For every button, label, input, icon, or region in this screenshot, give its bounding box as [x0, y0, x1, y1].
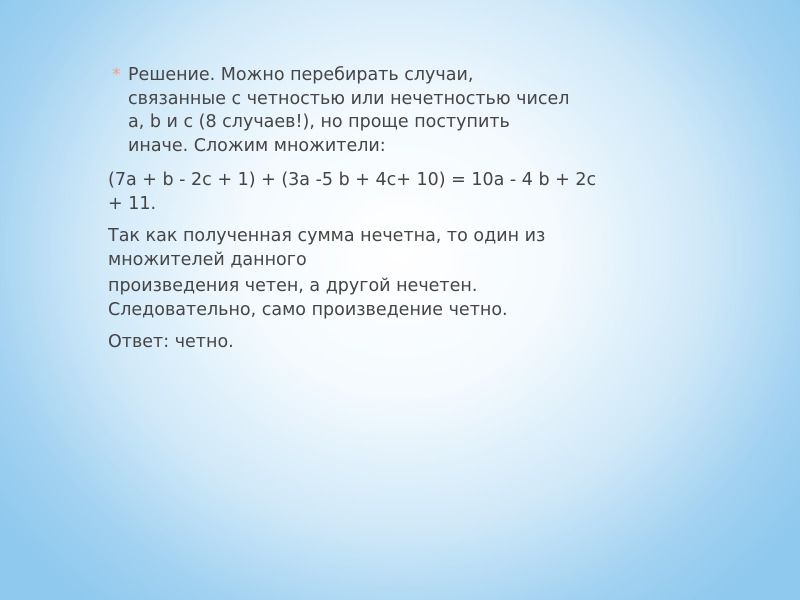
answer-text: Ответ: четно. — [108, 332, 234, 352]
bullet-icon: * — [112, 65, 121, 85]
solution-line: связанные с четностью или нечетностью чисел — [128, 88, 570, 109]
answer-paragraph — [108, 331, 708, 355]
reasoning-line: Так как полученная сумма нечетна, то один из — [108, 226, 546, 246]
conclusion-paragraph — [108, 275, 708, 322]
solution-line: иначе. Сложим множители: — [128, 135, 386, 156]
reasoning-paragraph — [108, 225, 708, 272]
solution-line: Решение. Можно перебирать случаи, — [128, 65, 474, 85]
conclusion-line: Следовательно, само произведение четно. — [108, 299, 508, 320]
equation-line: + 11. — [108, 193, 157, 214]
reasoning-line: множителей данного — [108, 249, 307, 270]
solution-line: a, b и c (8 случаев!), но проще поступить — [128, 112, 510, 132]
solution-paragraph — [108, 64, 708, 158]
slide-text-body — [108, 64, 708, 364]
equation-paragraph — [108, 169, 708, 216]
equation-line: (7a + b - 2c + 1) + (3a -5 b + 4c+ 10) = 10a - 4 b + 2c — [108, 170, 597, 190]
conclusion-line: произведения четен, а другой нечетен. — [108, 276, 478, 296]
